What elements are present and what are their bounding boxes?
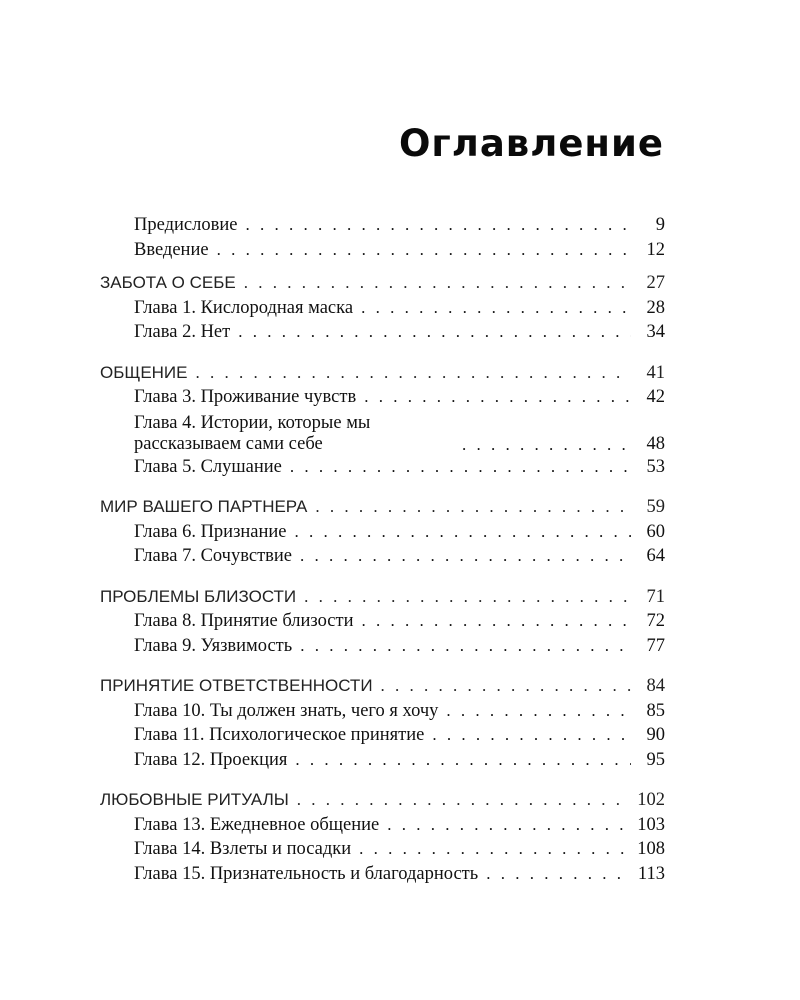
toc-entry-title: Глава 4. Истории, которые мы рассказываем сами себе xyxy=(134,412,371,454)
toc-entry-title: Глава 12. Проекция xyxy=(134,749,288,770)
page-title: Оглавление xyxy=(398,122,664,165)
toc-page-number: 108 xyxy=(637,839,665,859)
toc-chapter-1[interactable] xyxy=(100,296,665,321)
dot-leader xyxy=(364,385,631,410)
dot-leader xyxy=(432,723,631,748)
toc-section-title: МИР ВАШЕГО ПАРТНЕРА xyxy=(100,497,308,516)
dot-leader xyxy=(196,361,632,386)
toc-chapter-7[interactable] xyxy=(100,544,665,569)
toc-page-number: 72 xyxy=(646,611,665,631)
toc-entry-title: Глава 11. Психологическое принятие xyxy=(134,725,425,745)
dot-leader xyxy=(446,699,631,724)
dot-leader xyxy=(297,788,629,813)
toc-page-number: 64 xyxy=(646,546,665,566)
toc-page-number: 71 xyxy=(646,586,665,607)
toc-chapter-2[interactable] xyxy=(100,320,665,345)
toc-entry-title: Предисловие xyxy=(134,215,238,235)
toc-chapter-4[interactable] xyxy=(100,410,665,455)
toc-entry-title: Глава 14. Взлеты и посадки xyxy=(134,839,352,859)
dot-leader xyxy=(244,271,631,296)
toc-section-group xyxy=(100,788,665,886)
toc-entry-title: Глава 9. Уязвимость xyxy=(134,635,293,656)
dot-leader xyxy=(359,837,629,862)
dot-leader xyxy=(315,495,631,520)
toc-page-number: 34 xyxy=(646,322,665,342)
toc-section-group xyxy=(100,361,665,480)
toc-page-number: 103 xyxy=(637,814,665,835)
toc-entry-title: Введение xyxy=(134,239,209,260)
toc-entry-title: Глава 8. Принятие близости xyxy=(134,611,354,631)
toc-section-love-rituals[interactable] xyxy=(100,788,665,813)
toc-page-number: 59 xyxy=(646,497,665,517)
toc-section-communication[interactable] xyxy=(100,361,665,386)
toc-page-number: 60 xyxy=(646,521,665,542)
toc-chapter-15[interactable] xyxy=(100,862,665,887)
table-of-contents xyxy=(100,213,665,902)
dot-leader xyxy=(217,238,631,263)
toc-page-number: 95 xyxy=(646,749,665,770)
toc-section-title: ОБЩЕНИЕ xyxy=(100,362,188,382)
toc-section-responsibility[interactable] xyxy=(100,674,665,699)
toc-chapter-12[interactable] xyxy=(100,748,665,773)
toc-page-number: 77 xyxy=(646,635,665,656)
dot-leader xyxy=(300,634,631,659)
toc-entry-title: Глава 3. Проживание чувств xyxy=(134,387,357,407)
toc-chapter-5[interactable] xyxy=(100,455,665,480)
dot-leader xyxy=(381,674,631,699)
dot-leader xyxy=(486,862,630,887)
toc-entry-title: Глава 2. Нет xyxy=(134,322,231,342)
toc-section-title: ПРОБЛЕМЫ БЛИЗОСТИ xyxy=(100,586,297,606)
toc-chapter-3[interactable] xyxy=(100,385,665,410)
toc-page-number: 28 xyxy=(646,297,665,318)
toc-section-self-care[interactable] xyxy=(100,271,665,296)
toc-entry-title: Глава 7. Сочувствие xyxy=(134,546,293,566)
toc-page-number: 113 xyxy=(637,863,665,884)
toc-page-number: 42 xyxy=(646,387,665,407)
dot-leader xyxy=(362,609,631,634)
toc-page-number: 48 xyxy=(646,433,665,454)
toc-page-number: 41 xyxy=(646,362,665,383)
toc-entry-title: Глава 13. Ежедневное общение xyxy=(134,814,380,835)
toc-chapter-8[interactable] xyxy=(100,609,665,634)
toc-chapter-9[interactable] xyxy=(100,634,665,659)
toc-section-title: ЗАБОТА О СЕБЕ xyxy=(100,273,236,292)
toc-intro-group xyxy=(100,213,665,262)
toc-section-intimacy-problems[interactable] xyxy=(100,585,665,610)
toc-entry-title: Глава 6. Признание xyxy=(134,521,287,542)
dot-leader xyxy=(300,544,631,569)
toc-section-partner-world[interactable] xyxy=(100,495,665,520)
toc-page-number: 85 xyxy=(646,700,665,721)
dot-leader xyxy=(304,585,631,610)
toc-entry-title: Глава 1. Кислородная маска xyxy=(134,297,354,318)
toc-page-number: 27 xyxy=(646,273,665,293)
toc-entry-preface[interactable] xyxy=(100,213,665,238)
dot-leader xyxy=(361,296,631,321)
toc-entry-introduction[interactable] xyxy=(100,238,665,263)
dot-leader xyxy=(295,748,631,773)
toc-page-number: 12 xyxy=(646,239,665,260)
toc-page-number: 9 xyxy=(655,215,665,235)
toc-page-number: 53 xyxy=(646,456,665,477)
toc-entry-title: Глава 10. Ты должен знать, чего я хочу xyxy=(134,700,439,721)
dot-leader xyxy=(295,520,631,545)
toc-section-group xyxy=(100,495,665,569)
toc-section-title: ПРИНЯТИЕ ОТВЕТСТВЕННОСТИ xyxy=(100,676,373,695)
toc-section-group xyxy=(100,585,665,659)
toc-entry-title: Глава 5. Слушание xyxy=(134,456,282,477)
dot-leader xyxy=(387,813,629,838)
toc-section-group xyxy=(100,674,665,772)
toc-section-group xyxy=(100,271,665,345)
toc-chapter-10[interactable] xyxy=(100,699,665,724)
toc-page-number: 90 xyxy=(646,725,665,745)
dot-leader xyxy=(245,213,631,238)
toc-page-number: 102 xyxy=(637,790,665,810)
toc-chapter-6[interactable] xyxy=(100,520,665,545)
toc-entry-title: Глава 15. Признательность и благодарность xyxy=(134,863,479,884)
toc-page-number: 84 xyxy=(646,676,665,696)
toc-section-title: ЛЮБОВНЫЕ РИТУАЛЫ xyxy=(100,790,289,809)
toc-chapter-11[interactable] xyxy=(100,723,665,748)
toc-chapter-13[interactable] xyxy=(100,813,665,838)
toc-chapter-14[interactable] xyxy=(100,837,665,862)
dot-leader xyxy=(238,320,631,345)
dot-leader xyxy=(462,434,631,455)
dot-leader xyxy=(290,455,631,480)
